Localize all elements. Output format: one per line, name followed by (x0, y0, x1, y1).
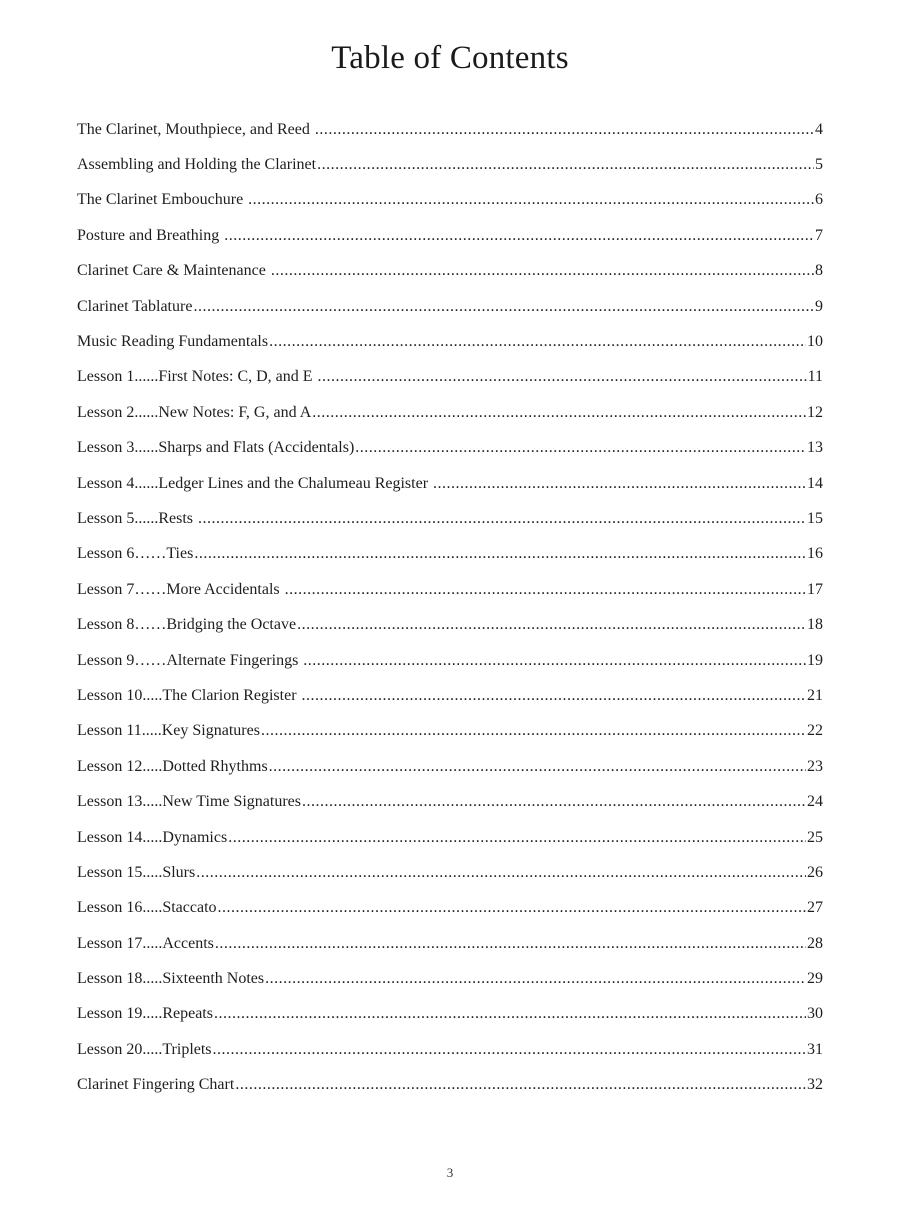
toc-entry-title: Music Reading Fundamentals (77, 333, 269, 351)
toc-entry (77, 643, 823, 678)
toc-leader-dots (285, 580, 806, 600)
toc-entry (77, 431, 823, 466)
toc-leader-dots (265, 969, 806, 989)
toc-entry (77, 183, 823, 218)
toc-leader-dots (302, 686, 806, 706)
toc-entry (77, 324, 823, 359)
toc-entry-page: 19 (807, 651, 823, 669)
toc-entry (77, 147, 823, 182)
toc-leader-dots (269, 332, 806, 352)
page-number: 3 (446, 1165, 454, 1180)
toc-leader-dots (317, 155, 814, 175)
toc-entry-page: 6 (815, 191, 823, 209)
toc-leader-dots (215, 934, 806, 954)
toc-entry-title: Lesson 12.....Dotted Rhythms (77, 757, 268, 775)
toc-leader-dots (271, 261, 814, 281)
toc-entry-title: Lesson 11.....Key Signatures (77, 722, 260, 740)
toc-entry (77, 360, 823, 395)
toc-entry-page: 9 (815, 297, 823, 315)
toc-entry-page: 18 (807, 616, 823, 634)
toc-entry (77, 218, 823, 253)
toc-leader-dots (315, 120, 814, 140)
toc-leader-dots (318, 367, 807, 387)
toc-entry (77, 678, 823, 713)
toc-leader-dots (218, 898, 806, 918)
toc-entry-page: 11 (807, 368, 823, 386)
toc-leader-dots (228, 828, 806, 848)
toc-entry-title: Lesson 20.....Triplets (77, 1040, 212, 1058)
toc-entry-title: Lesson 14.....Dynamics (77, 828, 228, 846)
toc-entry-page: 12 (807, 403, 823, 421)
toc-leader-dots (196, 863, 806, 883)
toc-entry (77, 1068, 823, 1103)
toc-leader-dots (194, 544, 806, 564)
toc-entry-title: Lesson 1......First Notes: C, D, and E (77, 368, 317, 386)
toc-entry (77, 855, 823, 890)
toc-leader-dots (213, 1040, 806, 1060)
toc-leader-dots (302, 792, 806, 812)
toc-entry (77, 1032, 823, 1067)
toc-entry-page: 29 (807, 970, 823, 988)
toc-leader-dots (269, 757, 806, 777)
toc-leader-dots (312, 403, 806, 423)
toc-entry-page: 4 (815, 120, 823, 138)
toc-entry-page: 23 (807, 757, 823, 775)
toc-entry (77, 784, 823, 819)
toc-leader-dots (261, 721, 806, 741)
toc-entry-title: Lesson 6……Ties (77, 545, 194, 563)
toc-entry (77, 501, 823, 536)
toc-leader-dots (355, 438, 806, 458)
toc-entry-page: 17 (807, 580, 823, 598)
toc-entry-title: Lesson 18.....Sixteenth Notes (77, 970, 265, 988)
table-of-contents (77, 112, 823, 1103)
toc-entry-page: 30 (807, 1005, 823, 1023)
toc-entry-page: 31 (807, 1040, 823, 1058)
toc-entry (77, 466, 823, 501)
toc-entry (77, 572, 823, 607)
toc-leader-dots (235, 1075, 806, 1095)
toc-entry-title: Clarinet Fingering Chart (77, 1076, 235, 1094)
toc-entry-page: 27 (807, 899, 823, 917)
toc-entry-title: Lesson 8……Bridging the Octave (77, 616, 297, 634)
toc-entry-page: 5 (815, 156, 823, 174)
toc-entry-title: Lesson 13.....New Time Signatures (77, 793, 301, 811)
toc-entry (77, 607, 823, 642)
toc-entry-page: 22 (807, 722, 823, 740)
toc-entry-page: 24 (807, 793, 823, 811)
toc-entry (77, 395, 823, 430)
toc-entry-title: Posture and Breathing (77, 226, 224, 244)
toc-entry (77, 537, 823, 572)
toc-leader-dots (214, 1004, 806, 1024)
toc-entry-page: 13 (807, 439, 823, 457)
toc-leader-dots (248, 190, 814, 210)
toc-entry-page: 8 (815, 262, 823, 280)
toc-entry-page: 32 (807, 1076, 823, 1094)
toc-entry-title: Lesson 2......New Notes: F, G, and A (77, 403, 312, 421)
toc-entry-title: Assembling and Holding the Clarinet (77, 156, 317, 174)
toc-entry (77, 714, 823, 749)
toc-leader-dots (297, 615, 806, 635)
toc-entry (77, 254, 823, 289)
toc-leader-dots (433, 474, 806, 494)
toc-entry-title: The Clarinet, Mouthpiece, and Reed (77, 120, 314, 138)
toc-entry (77, 289, 823, 324)
toc-leader-dots (303, 651, 806, 671)
toc-entry-title: Lesson 9……Alternate Fingerings (77, 651, 303, 669)
toc-entry (77, 749, 823, 784)
toc-entry-page: 28 (807, 934, 823, 952)
toc-entry-title: Lesson 3......Sharps and Flats (Accidentals) (77, 439, 355, 457)
toc-entry-page: 15 (807, 509, 823, 527)
toc-leader-dots (198, 509, 806, 529)
toc-entry (77, 961, 823, 996)
toc-entry (77, 820, 823, 855)
toc-entry-title: Lesson 5......Rests (77, 509, 197, 527)
toc-entry-page: 7 (815, 226, 823, 244)
toc-leader-dots (224, 226, 814, 246)
toc-entry (77, 112, 823, 147)
toc-entry (77, 997, 823, 1032)
toc-entry-page: 25 (807, 828, 823, 846)
toc-entry-title: Lesson 15.....Slurs (77, 863, 196, 881)
toc-entry (77, 926, 823, 961)
toc-entry-page: 21 (807, 686, 823, 704)
page-title: Table of Contents (331, 40, 569, 76)
toc-entry (77, 891, 823, 926)
toc-entry-page: 14 (807, 474, 823, 492)
toc-entry-title: Lesson 16.....Staccato (77, 899, 217, 917)
toc-entry-title: Lesson 4......Ledger Lines and the Chalumeau Register (77, 474, 433, 492)
toc-entry-title: The Clarinet Embouchure (77, 191, 248, 209)
toc-entry-page: 16 (807, 545, 823, 563)
toc-entry-title: Lesson 10.....The Clarion Register (77, 686, 301, 704)
toc-entry-title: Clarinet Tablature (77, 297, 193, 315)
toc-entry-page: 10 (807, 333, 823, 351)
toc-entry-title: Lesson 19.....Repeats (77, 1005, 213, 1023)
toc-entry-title: Lesson 7……More Accidentals (77, 580, 284, 598)
toc-leader-dots (193, 297, 814, 317)
toc-entry-page: 26 (807, 863, 823, 881)
toc-entry-title: Lesson 17.....Accents (77, 934, 214, 952)
toc-entry-title: Clarinet Care & Maintenance (77, 262, 270, 280)
